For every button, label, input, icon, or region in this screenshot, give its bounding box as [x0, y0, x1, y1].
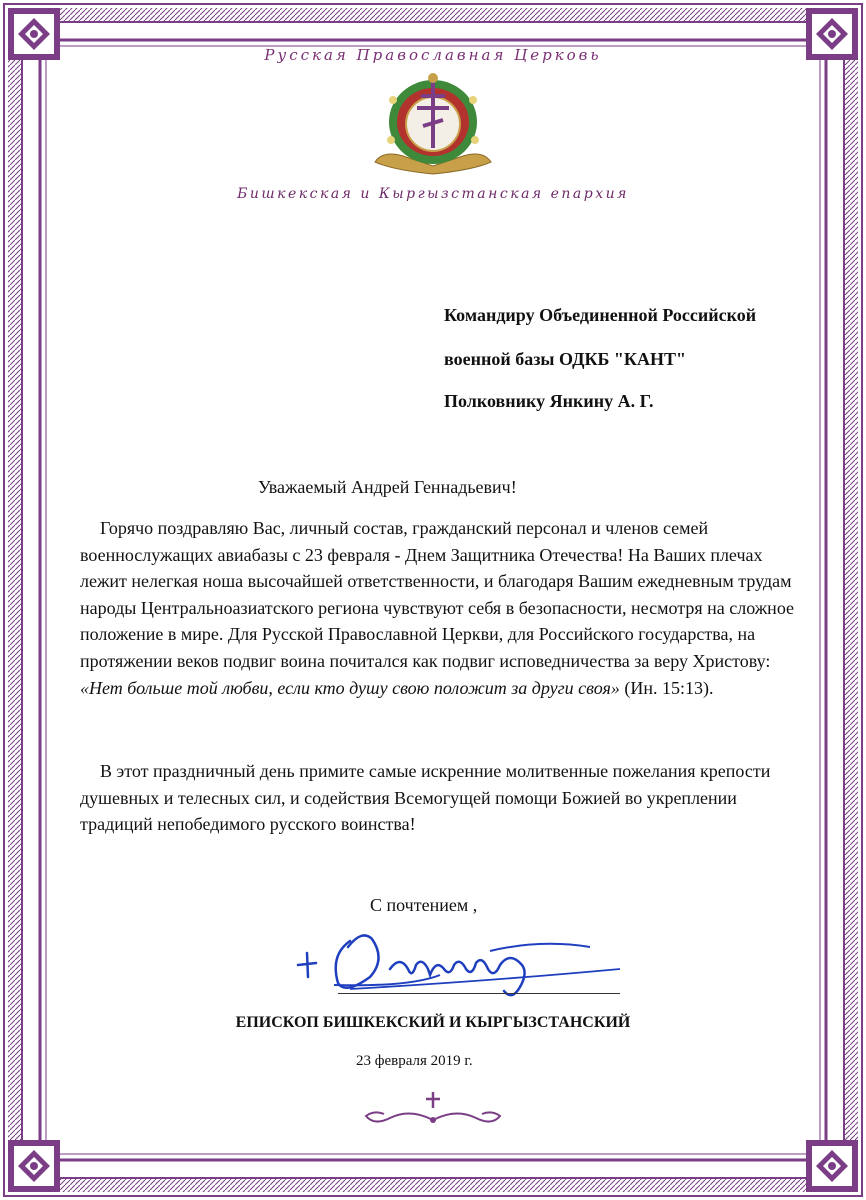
addressee-line-2: военной базы ОДКБ "КАНТ" [444, 349, 686, 369]
addressee-line-1: Командиру Объединенной Российской [444, 305, 757, 325]
eparchy-name: Бишкекская и Кыргызстанская епархия [237, 186, 629, 202]
bottom-ornament-icon [360, 1090, 506, 1130]
eparchy-emblem-icon [363, 70, 503, 178]
bible-quote: «Нет больше той любви, если кто душу свою положит за други своя» [80, 677, 620, 698]
paragraph-2: В этот праздничный день примите самые искренние молитвенные пожелания крепости душевных и телесных сил, и содействия Всемогущей помощи Божией во укреплении традиций непобедимого русского воинства! [80, 761, 771, 835]
addressee-line-3: Полковнику Янкину А. Г. [444, 391, 654, 411]
paragraph-1 [80, 515, 810, 701]
salutation: Уважаемый Андрей Геннадьевич! [258, 477, 517, 497]
church-name: Русская Православная Церковь [264, 46, 602, 64]
signature-line [338, 993, 620, 994]
letter-date: 23 февраля 2019 г. [356, 1053, 473, 1069]
bible-reference: (Ин. 15:13). [619, 677, 714, 698]
paragraph-1-text: Горячо поздравляю Вас, личный состав, гражданский персонал и членов семей военнослужащих авиабазы с 23 февраля - Днем Защитника Отечества! На Ваших плечах лежит нелегкая ноша высочайшей ответственности, и благодаря Вашим ежедневным трудам народы Центральноазиатского региона чувствуют себя в безопасности, несмотря на сложное положение в мире. Для Русской Православной Церкви, для Российского государства, на протяжении веков подвиг воина почитался как подвиг исповедничества за веру Христову: [80, 518, 795, 671]
signer-title: ЕПИСКОП БИШКЕКСКИЙ И КЫРГЫЗСТАНСКИЙ [235, 1014, 631, 1031]
closing-phrase: С почтением , [370, 895, 478, 915]
